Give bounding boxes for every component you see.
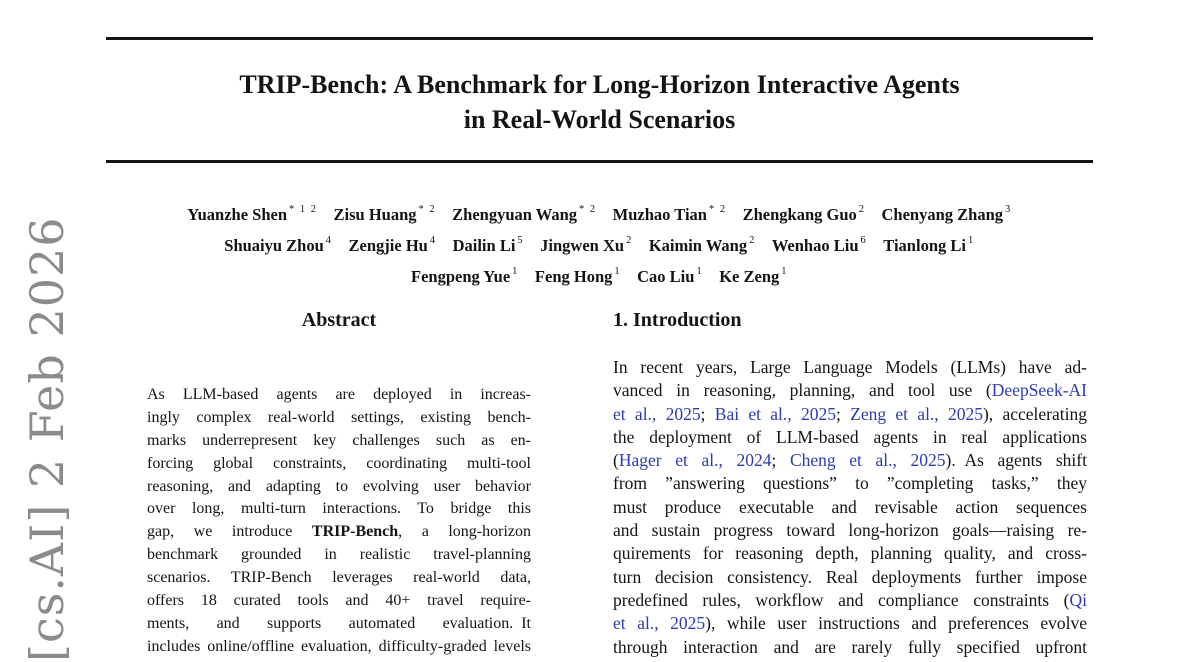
text-line	[613, 356, 1087, 379]
text-line	[613, 636, 1087, 659]
author	[613, 205, 727, 224]
text-line	[147, 590, 531, 613]
author-name: Dailin Li	[452, 235, 516, 255]
text-line	[613, 379, 1087, 402]
author-affiliation-sup: * 1 2	[289, 204, 318, 215]
author	[224, 236, 332, 255]
text-line	[147, 407, 531, 430]
author-affiliation-sup: 1	[512, 266, 519, 277]
author-name: Ke Zeng	[719, 266, 780, 286]
abstract-heading: Abstract	[301, 309, 377, 331]
author	[535, 267, 621, 286]
author-name: Fengpeng Yue	[411, 266, 511, 286]
author-name: Zisu Huang	[333, 204, 417, 224]
author-affiliation-sup: 2	[858, 204, 866, 215]
citation-link[interactable]: Hager et al., 2024	[618, 450, 772, 471]
text-line	[613, 403, 1087, 426]
text-run: from ”answering questions” to ”completing tasks,” they	[613, 473, 1087, 494]
author-name: Wenhao Liu	[771, 235, 859, 255]
text-run: through interaction and are rarely fully specified upfront	[613, 636, 1087, 657]
author	[743, 205, 866, 224]
author-name: Shuaiyu Zhou	[224, 235, 324, 255]
author-affiliation-sup: 1	[967, 235, 975, 246]
citation-link[interactable]: Bai et al., 2025	[714, 403, 836, 424]
citation-link[interactable]: et al., 2025	[613, 613, 706, 634]
text-line	[613, 589, 1087, 612]
text-line	[613, 496, 1087, 519]
author-affiliation-sup: 3	[1005, 204, 1012, 215]
text-line	[613, 612, 1087, 635]
author	[453, 236, 525, 255]
title-rule-top	[106, 37, 1093, 40]
text-run: offers 18 curated tools and 40+ travel require-	[147, 592, 531, 610]
author-affiliation-sup: 2	[626, 235, 633, 246]
text-line	[147, 498, 531, 521]
text-line	[613, 519, 1087, 542]
paper-title	[106, 67, 1093, 137]
text-line	[147, 521, 531, 544]
author	[411, 267, 519, 286]
author-affiliation-sup: 6	[860, 235, 868, 246]
author-affiliation-sup: 2	[749, 235, 756, 246]
paper-title-line-2: in Real-World Scenarios	[463, 105, 736, 134]
text-run: ), while user instructions and preferences evolve	[705, 613, 1087, 634]
text-line	[613, 566, 1087, 589]
text-run: quirements for reasoning depth, planning quality, and cross-	[613, 543, 1087, 564]
author-affiliation-sup: 5	[517, 235, 525, 246]
text-run: ;	[835, 403, 851, 424]
author-name: Zhengkang Guo	[742, 204, 857, 224]
text-line	[147, 567, 531, 590]
author-name: Kaimin Wang	[648, 235, 748, 255]
text-run: turn decision consistency. Real deployments further impose	[613, 566, 1087, 587]
citation-link[interactable]: Qi	[1069, 589, 1087, 610]
author-line	[106, 259, 1093, 290]
text-line	[613, 449, 1087, 472]
author	[719, 267, 788, 286]
text-run: (	[613, 450, 619, 471]
author	[883, 236, 974, 255]
author-name: Muzhao Tian	[612, 204, 707, 224]
abstract-body	[147, 384, 531, 659]
author-affiliation-sup: * 2	[579, 204, 597, 215]
introduction-heading: 1. Introduction	[613, 309, 742, 331]
title-rule-bottom	[106, 160, 1093, 163]
paper-title-line-1: TRIP-Bench: A Benchmark for Long-Horizon Interactive Agents	[239, 70, 960, 99]
author-name: Zengjie Hu	[348, 235, 428, 255]
author-affiliation-sup: * 2	[708, 204, 727, 215]
text-line	[147, 636, 531, 659]
text-run: ;	[771, 450, 790, 471]
arxiv-watermark: [cs.AI] 2 Feb 2026	[20, 216, 74, 662]
author-affiliation-sup: 1	[781, 266, 788, 277]
text-run: reasoning, and adapting to evolving user behavior	[147, 477, 531, 495]
text-run: gap, we introduce	[147, 523, 312, 541]
author-name: Jingwen Xu	[540, 235, 625, 255]
introduction-body	[613, 356, 1087, 659]
author	[349, 236, 437, 255]
text-run: benchmark grounded in realistic travel-planning	[147, 546, 531, 564]
author-line	[106, 197, 1093, 228]
author-affiliation-sup: * 2	[418, 204, 437, 215]
text-run: vanced in reasoning, planning, and tool use (	[613, 380, 992, 401]
text-line	[147, 476, 531, 499]
citation-link[interactable]: Cheng et al., 2025	[789, 450, 946, 471]
text-run: scenarios. TRIP-Bench leverages real-world data,	[147, 569, 531, 587]
text-run: predefined rules, workflow and compliance constraints (	[613, 589, 1070, 610]
text-run: ), accelerating	[982, 403, 1087, 424]
text-run: and sustain progress toward long-horizon goals—raising re-	[613, 520, 1087, 541]
text-run: , a long-horizon	[398, 523, 531, 541]
author-name: Chenyang Zhang	[881, 204, 1004, 224]
text-line	[613, 542, 1087, 565]
author-name: Feng Hong	[534, 266, 613, 286]
bold-term: TRIP-Bench	[311, 523, 399, 541]
author-name: Zhengyuan Wang	[452, 204, 578, 224]
text-run: ingly complex real-world settings, existing bench-	[147, 408, 531, 426]
author-line	[106, 228, 1093, 259]
author	[334, 205, 437, 224]
author-affiliation-sup: 1	[696, 266, 704, 277]
author-name: Cao Liu	[637, 266, 695, 286]
author	[452, 205, 597, 224]
text-line	[613, 426, 1087, 449]
text-line	[147, 384, 531, 407]
text-line	[147, 613, 531, 636]
text-line	[613, 472, 1087, 495]
text-run: ;	[700, 403, 715, 424]
text-run: over long, multi-turn interactions. To bridge this	[147, 500, 531, 518]
author-affiliation-sup: 1	[614, 266, 622, 277]
author-affiliation-sup: 4	[325, 235, 333, 246]
text-run: As LLM-based agents are deployed in increas-	[147, 386, 531, 403]
citation-link[interactable]: DeepSeek-AI	[991, 380, 1087, 401]
text-line	[147, 430, 531, 453]
author-block	[106, 197, 1093, 290]
author	[772, 236, 867, 255]
author-affiliation-sup: 4	[429, 235, 437, 246]
author	[187, 205, 317, 224]
author-name: Yuanzhe Shen	[187, 204, 288, 224]
text-line	[147, 544, 531, 567]
author	[540, 236, 633, 255]
text-line	[147, 453, 531, 476]
citation-link[interactable]: Zeng et al., 2025	[850, 403, 983, 424]
text-run: must produce executable and revisable action sequences	[613, 496, 1087, 517]
text-run: ments, and supports automated evaluation. It	[147, 614, 531, 632]
author	[637, 267, 703, 286]
text-run: forcing global constraints, coordinating multi-tool	[147, 454, 531, 472]
text-run: includes online/offline evaluation, difficulty-graded levels	[147, 637, 531, 655]
citation-link[interactable]: et al., 2025	[613, 403, 701, 424]
text-run: the deployment of LLM-based agents in real applications	[613, 426, 1087, 447]
text-run: In recent years, Large Language Models (LLMs) have ad-	[613, 357, 1087, 377]
author-name: Tianlong Li	[883, 235, 966, 255]
author	[882, 205, 1012, 224]
text-run: marks underrepresent key challenges such as en-	[147, 431, 531, 449]
text-run: ). As agents shift	[945, 450, 1087, 471]
author	[649, 236, 756, 255]
